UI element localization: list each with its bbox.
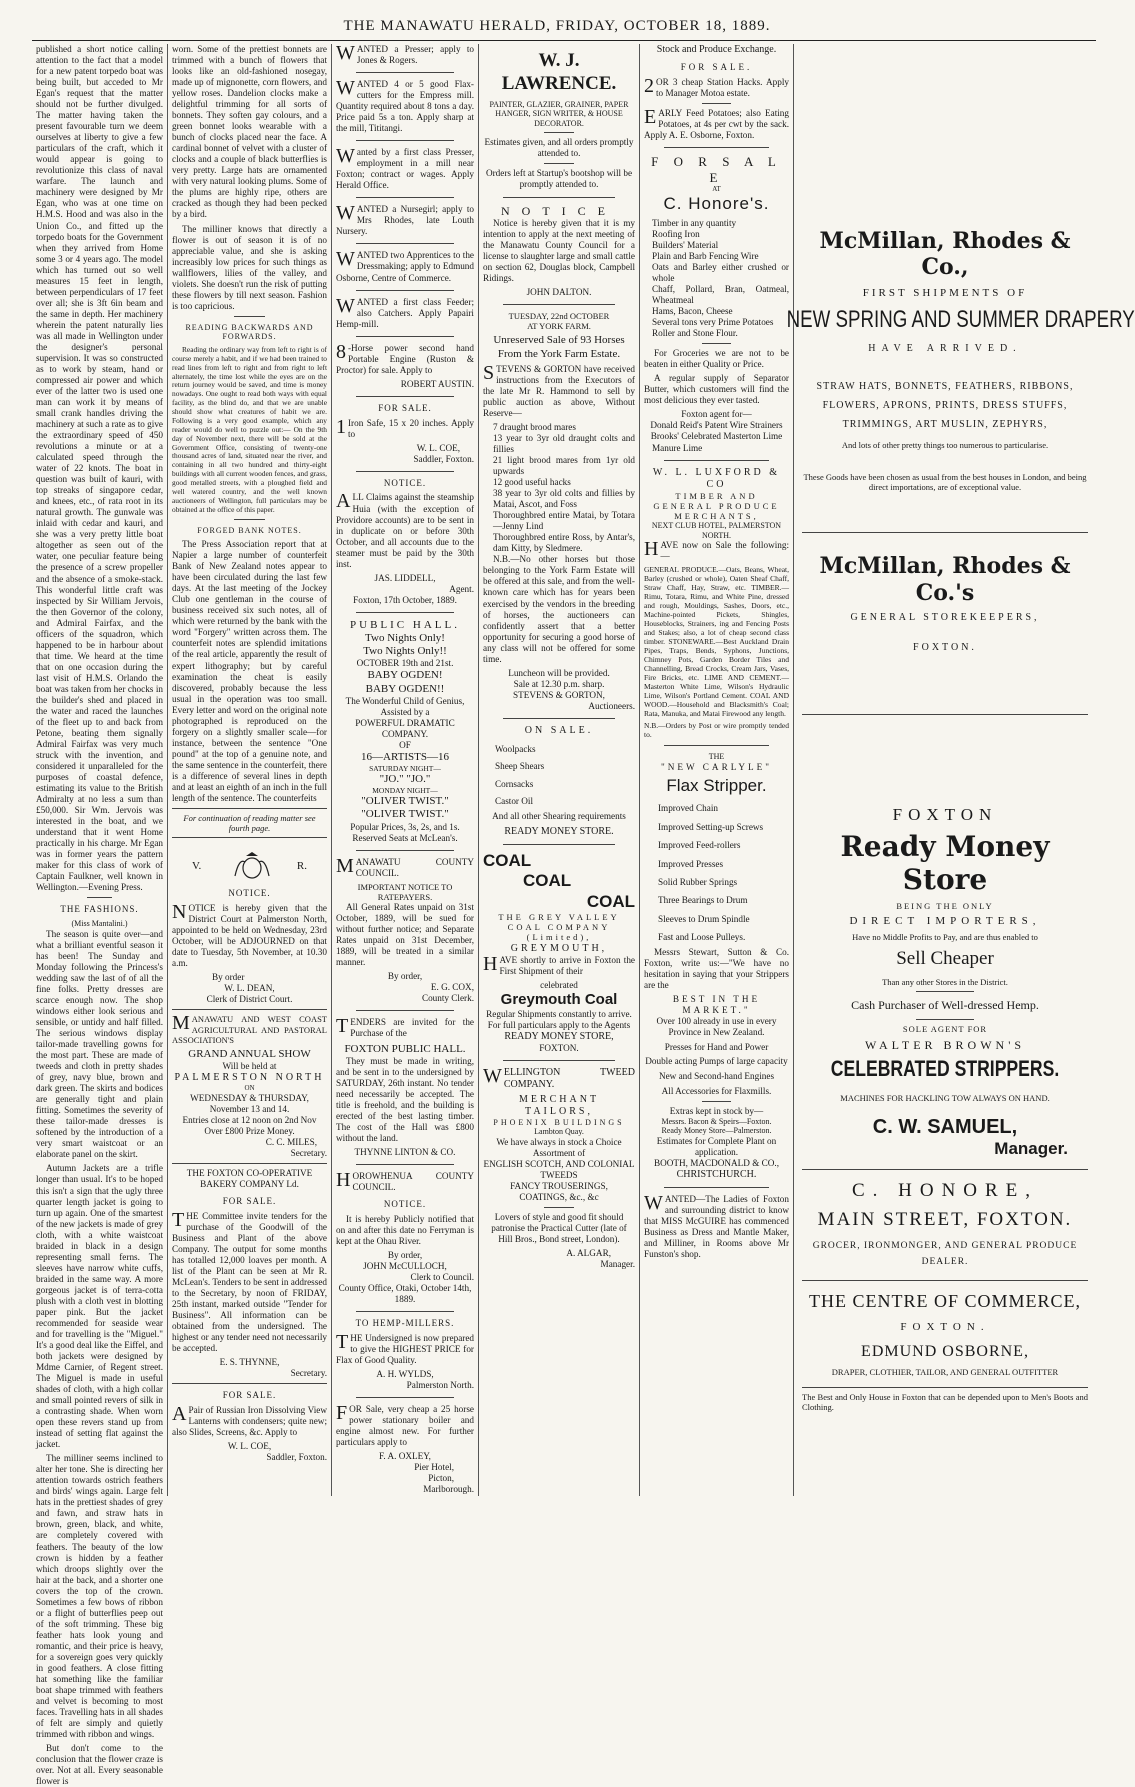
divider (234, 316, 265, 317)
divider (356, 850, 454, 851)
royal-crest-icon (227, 852, 277, 882)
flax-line: New and Second-hand Engines (658, 1071, 775, 1082)
honore-agent: Foxton agent for— (681, 409, 752, 420)
show-line: November 13 and 14. (209, 1103, 290, 1114)
sale-sign: W. L. COE, (227, 1440, 272, 1451)
luxford-body: GENERAL PRODUCE.—Oats, Beans, Wheat, Barley (crushed or whole), Oaten Sheaf Chaff, Straw Chaff, Hay, Straw, etc. TIMBER.—Rimu, Totara, Rimu, and White Pine, dressed and rough, Mouldings, Sashes, Doors, etc., Machine-pointed Pickets, Shingles, Houseblocks, Strainers, ing and Fencing Posts and Stakes; also, a lot of cheap second class timber. STONEWARE.—Best Auckland Drain Pipes, Traps, Bends, Syphons, Junctions, Chimney Pots, Garden Border Tiles and Channelling, Bread Crocks, Cream Jars, Vases, Fire Bricks, etc. LIME AND CEMENT.—Masterton White Lime, Wilson's Hydraulic Lime, Wilson's Portland Cement. COAL AND WOOD.—Household and Blacksmith's Coal; Rata, Manuka, and Matai Firewood any length. (644, 565, 789, 719)
rm-cash: Cash Purchaser of Well-dressed Hemp. (851, 998, 1039, 1013)
onsale-list (483, 741, 635, 811)
show-line: Over £800 Prize Money. (204, 1125, 295, 1136)
lawrence-orders: Orders left at Startup's bootshop will be promptly attended to. (485, 168, 633, 190)
divider (664, 1187, 769, 1188)
sale-place: Saddler, Foxton. (266, 1451, 327, 1462)
sale-auct: STEVENS & GORTON, (513, 689, 605, 700)
forsale-text: 1Iron Safe, 15 x 20 inches. Apply to (336, 415, 474, 439)
boiler-line: Picton, (428, 1473, 454, 1484)
sale-auct-role: Auctioneers. (588, 700, 635, 711)
sale-nb: N.B.—No other horses but those belonging to the York Farm Estate will be offered at this sale, and from the well-known care which has for years been exercised by the vendors in the breeding of horses, the auctioneers can confidently assert that a better opportunity for securing a good horse of any class will not be offered for some time. (483, 554, 635, 664)
honore-item: Roofing Iron (652, 228, 700, 239)
hall-line: OF (399, 739, 411, 750)
column-6 (786, 44, 1135, 1494)
horo-sign: JOHN McCULLOCH, (363, 1260, 447, 1271)
sale-date: TUESDAY, 22nd OCTOBER (508, 311, 610, 322)
sale-lot: 38 year to 3yr old colts and fillies by Matai, Ascot, and Foss (493, 488, 635, 510)
flax-item: Solid Rubber Springs (658, 877, 738, 887)
honore-name: C. Honore's. (663, 193, 770, 213)
divider (802, 1387, 1088, 1388)
flax-item: Improved Feed-rollers (658, 840, 741, 851)
notice-title: NOTICE (501, 203, 617, 218)
hall-line: "JO." "JO." (379, 773, 431, 786)
lawrence-sub: PAINTER, GLAZIER, GRAINER, PAPER HANGER, SIGN WRITER, & HOUSE DECORATOR. (489, 99, 629, 128)
spacer (802, 44, 1088, 224)
vr-right: R. (296, 860, 307, 873)
horo-by: By order, (387, 1249, 423, 1260)
divider (664, 745, 769, 746)
bakery-text: THE Committee invite tenders for the purchase of the Goodwill of the Business and Plant of the above Company. The output for some months has totalled 12,000 loaves per month. A list of the Plant can be seen at Mr R. McLean's. Tenders to be sent in addressed to the Secretary, by noon of FRIDAY, 25th instant, marked outside "Tender for Business". All information can be obtained from the undersigned. The highest or any tender need not necessarily be accepted. (172, 1208, 327, 1353)
onsale-item: Castor Oil (495, 796, 534, 807)
tender-hall: FOXTON PUBLIC HALL. (344, 1042, 466, 1055)
mcmillan2-sub: GENERAL STOREKEEPERS, (850, 612, 1040, 624)
masthead: THE MANAWATU HERALD, FRIDAY, OCTOBER 18, 1889. (343, 18, 771, 34)
reading-article: Reading the ordinary way from left to right is of course merely a habit, and if we had been trained to read lines from left to right and from right to left alternately, the time lost while the eyes are on the return journey would be saved, and time is money nowadays. One ought to read both ways with equal facility, as the blind do, and that we are unable should show what creatures of habit we are. Following is a very good example, which any reader would do well to puzzle out:— On the 9th day of November next, there will be sold at the Government Office, consisting of twenty-one thousand acres of land, situated near the river, and containing in all two hundred and thirty-eight buildings with all current wooden fences, and grass, good metalled streets, with a ploughed field and well watered country, and the well known auctioneers of Wellington, full particulars may be obtained at the office of this paper. (172, 344, 327, 514)
horo-title: NOTICE. (383, 1199, 427, 1210)
tweed-building: PHOENIX BUILDINGS (493, 1117, 625, 1127)
divider (356, 471, 454, 472)
coal-3: COAL (586, 891, 635, 911)
mcmillan-more: And lots of other pretty things too numerous to particularise. (841, 439, 1049, 450)
honore-forsale: F O R S A L E (651, 153, 782, 185)
luxford-sub: TIMBER AND GENERAL PRODUCE MERCHANTS, (653, 490, 780, 521)
show-line: WEDNESDAY & THURSDAY, (190, 1092, 309, 1103)
vr-sign: W. L. DEAN, (224, 983, 275, 994)
luxford-title: W. L. LUXFORD & CO (652, 466, 781, 490)
sale-time: Sale at 12.30 p.m. sharp. (513, 678, 605, 689)
boiler-line: Marlborough. (423, 1484, 474, 1495)
flax-item: Three Bearings to Drum (658, 895, 748, 906)
flax-item: Sleeves to Drum Spindle (658, 913, 750, 924)
forsale-title: FOR SALE. (378, 402, 432, 413)
honore-item: Hams, Bacon, Cheese (652, 306, 733, 317)
horo-date: County Office, Otaki, October 14th, 1889. (338, 1283, 472, 1305)
divider (802, 1280, 1088, 1281)
bakery-role: Secretary. (290, 1368, 327, 1379)
fashions-title: THE FASHIONS. (60, 904, 139, 915)
flax-over: Over 100 already in use in every Province in New Zealand. (656, 1015, 777, 1037)
honore-street: MAIN STREET, FOXTON. (817, 1208, 1073, 1230)
tweed-quay: Lambton Quay. (534, 1127, 584, 1137)
hall-line: Popular Prices, 3s, 2s, and 1s. (350, 821, 460, 832)
show-line: PALMERSTON NORTH (174, 1072, 325, 1084)
notice-title: NOTICE. (383, 477, 427, 488)
hall-line: OCTOBER 19th and 21st. (356, 658, 454, 669)
forged-title: FORGED BANK NOTES. (197, 525, 302, 535)
divider (172, 1009, 327, 1010)
show-line: Will be held at (222, 1061, 277, 1072)
rm-title: Ready Money Store (840, 829, 1050, 897)
sale-title: Unreserved Sale of 93 Horses From the York Farm Estate. (493, 334, 625, 360)
flax-item: Improved Chain (658, 803, 718, 814)
mcmillan-list: STRAW HATS, BONNETS, FEATHERS, RIBBONS, FLOWERS, APRONS, PRINTS, DRESS STUFFS, TRIMMINGS, ART MUSLIN, ZEPHYRS, (816, 380, 1074, 430)
show-role: Secretary. (290, 1147, 327, 1158)
divider (702, 103, 731, 104)
honore-items (644, 218, 789, 339)
divider (503, 304, 615, 305)
mcmillan2-place: FOXTON. (913, 642, 977, 654)
fashions-paragraph: The season is quite over—and what a brilliant eventful season it has been! The Sunday and Monday following the Princess's wedding saw the last of of all the fine folks. Pretty dresses are scarce enough now. The shop windows either look serious and sensible, or untidy and half filled. The serious windows display tailor-made travelling gowns for the most part. These are made of tweeds and cloth in pretty shades of grey, navy blue, brown and dark green. The skirts and bodices are generally tight and plain fitting. Sometimes the severity of these tailor-made dresses is softened by the introduction of a very smart waistcoat or an elaborate panel on the skirt. (36, 928, 163, 1160)
hall-line: "OLIVER TWIST." (361, 795, 449, 808)
honore-item: Roller and Stone Flour. (652, 328, 738, 339)
notice-text: Notice is hereby given that it is my intention to apply at the next meeting of the Manawatu County Council for a license to slaughter large and small cattle on section 62, Douglas block, Campbell Ridings. (483, 217, 635, 284)
fashions-paragraph: Autumn Jackets are a trifle longer than usual. It's to be hoped this isn't a sign that the ugly three quarter length jacket is going to turn up again. One of the smartest of the new jackets is made of grey cloth, with a white waistcoat braided in black in a design representing small ferns. The sleeves have narrow white cuffs, braided in the same way. A more gorgeous jacket is of terra-cotta plush with a cloth vest in blotting paper pink. But the jacket recommended for seaside wear and for travelling is the "Miguel." It's a good deal like the Eiffel, and both jackets were designed by Mdme Carnier, of Regent street. The Miguel is made in useful shades of cloth, with a high collar and small pointed revers of silk in a contrasting shade. When worn open these revers stand up from instead of setting flat against the jacket. (36, 1163, 163, 1450)
horo-head: HOROWHENUA COUNTY COUNCIL. (336, 1168, 474, 1192)
tweed-text: We have always in stock a Choice Assortment of (496, 1136, 622, 1158)
coal-company: THE GREY VALLEY COAL COMPANY (Limited), (498, 911, 620, 943)
tender-text: They must be made in writing, and be sent in to the undersigned by SATURDAY, 26th instant. No tender need necessarily be accepted. The title is freehold, and the building is erected of the best lasting timber. The cost of the Hall was £800 without the land. (336, 1055, 474, 1143)
reading-title: READING BACKWARDS AND FORWARDS. (185, 322, 314, 342)
mcmillan2-title: McMillan, Rhodes & Co.'s (819, 553, 1071, 606)
divider (503, 1060, 615, 1061)
torpedo-article: published a short notice calling attention to the fact that a model for a new patent torpedo boat was being built, but acceded to Mr Egan's request that the matter should not be further divulged. The matter having taken the present favourable turn we deem ourselves at liberty to give a few particulars of the craft, which it would appear is going to revolutionize this class of naval warfare. The launch and machinery were designed by Mr Egan, who was at one time on H.M.S. Hood and was also in the Union Co., and fitted up the torpedo boats for the Government when they arrived from Home some 3 or 4 years ago. The model which has turned out so well measures 15 feet in length, between perpendiculars of 17 feet over all; she is 3ft 6in beam and the same in depth. Her machinery wherein the patent naturally lies was all made in Wellington under the designer's personal supervision. It was so constructed as to work by steam, hand or compressed air power and which ever of the latter two is used one man can work it by means of small crank handles driving the machinery at such a rate as to give the extraordinary speed of 450 revolutions a minute or at a calculated speed through the water of 22 knots. The boat in question was built of kauri, with top streaks of singapore cedar, and knees, etc., of rata root in its natural growth. The gunwale was inlaid with cedar and kauri, and she was a very pretty little boat altogether as seen out of the water, one peculiar feature being the presence of a screw propeller and the absence of a smoke-stack. This wonderful little craft was inspected by Sir William Jervois, the then Governor of the colony, and Admiral Fairfax, and the officers of the squadron, which happened to be in harbour about that time. We heard at the time that on one occasion during the last visit of H.M.S. Orlando the boat was taken from her chocks in the builder's shed and placed in the water and raced the launches of the fleet up to and back from Petone, beating them signally Admiral Fairfax was very much struck with the invention, and considered it unparalleled for the purposes of coastal defence, estimating its value to the British Admiralty at no less a sum than £50,000. Sir Wm. Jervois was interested in the boat, and we understand that it went Home practically in his charge. Mr Egan was in former years the pattern maker for this class of work of Captain Faulkner, well known in Wellington.—Evening Press. (36, 44, 163, 893)
flax-quote: Messrs Stewart, Sutton & Co. Foxton, write us:—"We have no hesitation in saying that your Strippers are the (644, 946, 789, 990)
divider (664, 460, 769, 461)
hall-line: The Wonderful Child of Genius, (345, 695, 465, 706)
divider (802, 1169, 1088, 1170)
flax-city: CHRISTCHURCH. (676, 1169, 757, 1181)
hall-line: Assisted by a (380, 706, 430, 717)
forsale-place: Saddler, Foxton. (413, 453, 474, 464)
flax-extra: Ready Money Store—Palmerston. (661, 1126, 772, 1136)
rm-foxton: FOXTON (892, 805, 998, 825)
honore-item: Chaff, Pollard, Bran, Oatmeal, Wheatmeal (652, 284, 789, 306)
divider (356, 1397, 454, 1398)
notice-sign: JAS. LIDDELL, (374, 572, 436, 583)
divider (702, 343, 731, 344)
sale-text: STEVENS & GORTON have received instructions from the Executors of the late Mr R. Hammond to sell by public auction as above, Without Reserve— (483, 361, 635, 418)
honore-item: Timber in any quantity (652, 217, 737, 228)
wanted-ad: WANTED 4 or 5 good Flax-cutters for the Empress mill. Quantity required about 8 tons a day. Price paid 5s a ton. Apply sharp at the mill, Tititangi. (336, 77, 474, 134)
sale-lot: 13 year to 3yr old draught colts and fillies (493, 433, 635, 455)
fashions-paragraph: But don't come to the conclusion that the flower craze is over. Not at all. Every seasonable flower is (36, 1743, 163, 1787)
divider (356, 612, 454, 613)
divider (356, 1311, 454, 1312)
notice-date: Foxton, 17th October, 1889. (353, 594, 457, 605)
hall-line: 16—ARTISTS—16 (361, 750, 449, 763)
sale-lot: 21 light brood mares from 1yr old upwards (493, 455, 635, 477)
tender-title: TENDERS are invited for the Purchase of the (336, 1015, 474, 1039)
coal-1: COAL (483, 850, 532, 870)
forsale-sign: W. L. COE, (416, 442, 460, 453)
mcmillan-note: These Goods have been chosen as usual from the best houses in London, and being direct importations, are of exceptional value. (803, 471, 1087, 493)
lovers-text: Lovers of style and good fit should patronise the Practical Cutter (late of Hill Bros., Bond street, London). (491, 1212, 627, 1245)
rm-direct: DIRECT IMPORTERS, (849, 914, 1041, 927)
hall-title: PUBLIC HALL. (350, 618, 460, 631)
divider (544, 1207, 574, 1208)
coal-place: GREYMOUTH, (510, 942, 608, 954)
notice-text: ALL Claims against the steamship Huia (with the exception of Providore accounts) are to be sent in in duplicate on or before 30th October, and all accounts due to the steamer must be paid by the 30th inst. (336, 490, 474, 569)
wanted-ad: WANTED a first class Feeder; also Catchers. Apply Papairi Hemp-mill. (336, 294, 474, 329)
vr-by: By order (212, 972, 245, 983)
masthead-rule (32, 40, 1096, 41)
horo-role: Clerk to Council. (410, 1271, 474, 1282)
flax-item: Fast and Loose Pulleys. (658, 932, 746, 943)
hemp-place: Palmerston North. (406, 1380, 474, 1390)
tweed-line: ENGLISH SCOTCH, AND COLONIAL TWEEDS (483, 1158, 635, 1180)
rm-being: BEING THE ONLY (896, 900, 994, 911)
mcmillan-have: HAVE ARRIVED. (868, 342, 1022, 354)
column-3 (332, 44, 478, 1494)
bakery-sign: E. S. THYNNE, (219, 1356, 280, 1367)
council-head: MANAWATU COUNTY COUNCIL. (336, 854, 474, 878)
divider (234, 519, 265, 520)
honore-item: Plain and Barb Fencing Wire (652, 251, 759, 262)
wanted-ad: WANTED two Apprentices to the Dressmaking; apply to Edmund Osborne, Centre of Commerce. (336, 248, 474, 283)
sale-lunch: Luncheon will be provided. (508, 667, 610, 678)
luxford-addr: NEXT CLUB HOTEL, PALMERSTON NORTH. (651, 521, 782, 540)
onsale-item: Woolpacks (495, 743, 536, 754)
flax-extras: Extras kept in stock by— (669, 1105, 764, 1116)
sale-lot: Thoroughbred entire Ross, by Antar's, dam Kitty, by Sledmere. (493, 532, 635, 554)
divider (87, 897, 112, 898)
hall-line: MONDAY NIGHT— (372, 786, 438, 796)
centre-title: THE CENTRE OF COMMERCE, (808, 1291, 1081, 1312)
flax-items (644, 799, 789, 946)
bakery-title: FOR SALE. (222, 1195, 277, 1206)
hemp-title: TO HEMP-MILLERS. (355, 1318, 455, 1329)
flax-co: BOOTH, MACDONALD & CO., (653, 1158, 780, 1169)
wanted-ad: Wanted by a first class Presser, employment in a mill near Foxton; contract or wages. Apply Herald Office. (336, 145, 474, 191)
tweed-head: WELLINGTON TWEED COMPANY. (483, 1064, 635, 1090)
stock-forsale: FOR SALE. (680, 62, 753, 72)
stock-ad: EARLY Feed Potatoes; also Eating Potatoes, at 4s per cwt by the sack. Apply A. E. Osborne, Foxton. (644, 105, 789, 140)
wanted-ad: WANTED a Presser; apply to Jones & Rogers. (336, 42, 474, 66)
sale-lot: 7 draught brood mares (493, 422, 576, 433)
honore-item: Oats and Barley either crushed or whole (652, 262, 789, 284)
divider (356, 1010, 454, 1011)
hall-line: POWERFUL DRAMATIC COMPANY. (355, 717, 455, 739)
flax-line: Presses for Hand and Power (664, 1041, 769, 1052)
divider (356, 197, 454, 198)
osborne-title: EDMUND OSBORNE, (861, 1342, 1029, 1360)
flax-item: Improved Presses (658, 858, 724, 869)
sale-title: FOR SALE. (222, 1390, 277, 1401)
mcmillan-title: McMillan, Rhodes & Co., (819, 228, 1071, 281)
rm-machines: MACHINES FOR HACKLING TOW ALWAYS ON HAND. (840, 1092, 1050, 1103)
divider (172, 1163, 327, 1164)
hall-line: Two Nights Only!! (363, 645, 447, 658)
divider (802, 714, 1088, 715)
column-5 (640, 44, 793, 1494)
flax-extra: Messrs. Bacon & Speirs—Foxton. (661, 1116, 772, 1126)
divider (172, 837, 327, 838)
hemp-text: THE Undersigned is now prepared to give the HIGHEST PRICE for Flax of Good Quality. (336, 1330, 474, 1365)
show-title: GRAND ANNUAL SHOW (188, 1047, 311, 1060)
rm-manager: Manager. (994, 1138, 1068, 1158)
fashions-paragraph: The milliner seems inclined to alter her tone. She is directing her attention towards ostrich feathers and birds' wings again. Large felt hats in the prettiest shades of grey and fawn, and straw hats in brown, green, black, and white, are completely covered with feathers. The beauty of the low crown is hidden by a feather which droops slightly over the hair at the back, and a shorter one covers the top of the crown. Sometimes a few bows of ribbon or a flight of butterflies peep out of the soft trimming. These big feather hats look young and romantic, and their price is heavy, for a sovereign goes very quickly in good feathers. A close fitting hat something like the familiar boat shape trimmed with feathers and velvet is becoming to most faces. Travelling hats in all shades of felt are simply and quietly trimmed with ribbon and wings. (36, 1453, 163, 1740)
onsale-more: And all other Shearing requirements (492, 810, 626, 821)
coal-celeb: celebrated (540, 979, 578, 990)
coal-store: READY MONEY STORE, (504, 1030, 614, 1042)
onsale-title: ON SALE. (524, 724, 594, 736)
fashions-author: (Miss Mantalini.) (71, 919, 128, 929)
honore-agent-item: Donald Reid's Patent Wire Strainers (650, 420, 783, 431)
divider (356, 396, 454, 397)
rm-other: Than any other Stores in the District. (882, 977, 1008, 988)
divider (356, 1164, 454, 1165)
rm-sole: SOLE AGENT FOR (902, 1023, 988, 1034)
divider (916, 1019, 973, 1020)
stock-ad: 2OR 3 cheap Station Hacks. Apply to Manager Motoa estate. (644, 74, 789, 98)
hall-line: "OLIVER TWIST." (361, 808, 449, 821)
council-by: By order, (387, 971, 423, 982)
honore-agent-item: Brooks' Celebrated Masterton Lime (650, 431, 783, 442)
rm-strippers: CELEBRATED STRIPPERS. (830, 1056, 1060, 1082)
fashions-continued: The milliner knows that directly a flower is out of season it is of no appreciable value, and she is asking increasibly low prices for such things as wallflowers, lilies of the valley, and violets. She doesn't run the risk of putting these flowers by till next season. Fashion is too capricious. (172, 223, 327, 311)
honore-title: C. HONORE, (851, 1180, 1039, 1202)
divider (802, 532, 1088, 533)
divider (356, 243, 454, 244)
coal-2: COAL (523, 871, 572, 891)
show-head: MANAWATU AND WEST COAST AGRICULTURAL AND PASTORAL ASSOCIATION'S (172, 1012, 327, 1045)
tender-sign: THYNNE LINTON & CO. (354, 1146, 456, 1157)
divider (356, 72, 454, 73)
osborne-trade: DRAPER, CLOTHIER, TAILOR, AND GENERAL OUTFITTER (831, 1367, 1059, 1378)
lawrence-title: W. J. LAWRENCE. (501, 50, 617, 94)
honore-butter: A regular supply of Separator Butter, which customers will find the most delicious they ever tasted. (644, 373, 789, 406)
sale-place: AT YORK FARM. (527, 321, 591, 332)
flax-line: Double acting Pumps of large capacity (645, 1056, 788, 1067)
column-2 (168, 44, 331, 1494)
flax-name: "NEW CARLYLE" (661, 761, 772, 772)
hall-line: BABY OGDEN! (367, 669, 443, 682)
notice-sign: JOHN DALTON. (526, 287, 592, 298)
engine-sign: ROBERT AUSTIN. (400, 378, 474, 389)
onsale-item: Sheep Shears (495, 761, 545, 772)
tweed-line: COATINGS, &c., &c (519, 1192, 599, 1203)
stock-head: Stock and Produce Exchange. (656, 44, 777, 55)
honore-item: Several tons very Prime Potatoes (652, 317, 774, 328)
divider (503, 197, 615, 198)
hall-line: Two Nights Only! (365, 631, 445, 644)
flax-best: BEST IN THE MARKET." (672, 993, 761, 1015)
sale-lots (483, 422, 635, 554)
divider (503, 844, 615, 845)
divider (544, 163, 574, 164)
lovers-role: Manager. (600, 1259, 635, 1270)
honore-agent-item: Manure Lime (652, 442, 703, 453)
divider (356, 336, 454, 337)
continuation-note: For continuation of reading matter see fourth page. (183, 812, 316, 834)
honore-grocer: For Groceries we are not to be beaten in either Quality or Price. (644, 348, 789, 370)
boiler-line: Pier Hotel, (414, 1462, 454, 1473)
divider (356, 140, 454, 141)
rm-samuel: C. W. SAMUEL, (872, 1115, 1018, 1138)
divider (172, 808, 327, 809)
rm-sell: Sell Cheaper (896, 948, 994, 970)
coal-text: HAVE shortly to arrive in Foxton the First Shipment of their (483, 952, 635, 976)
flax-the: THE (708, 752, 725, 762)
hall-line: BABY OGDEN!! (365, 682, 445, 695)
osborne-note: The Best and Only House in Foxton that can be depended upon to Men's Boots and Clothing. (802, 1392, 1088, 1413)
divider (172, 1383, 327, 1384)
forged-article: The Press Association report that at Napier a large number of counterfeit Bank of New Zealand notes appear to have been circulated during the last few days. At the last meeting of the Jockey Club one gentleman in the course of business received six such notes, all of which were returned by the bank with the word "Forgery" written across them. The counterfeit notes are splendid imitations of the real article, apparently the result of expert lithography; but by careful examination the cheat is easily discovered, probably because the less usual in the operation was too small. Every letter and word on the original note photographed is reproduced on the forgery on a slightly smaller scale—for instance, between the sentence "One pound" at the top of a genuine note, and the same sentence in the counterfeit, there is a difference of several lines in depth and at least an eighth of an inch in the full length of the sentence. The counterfeits (172, 539, 327, 803)
column-4 (479, 44, 639, 1494)
divider (356, 290, 454, 291)
vr-left: V. (192, 860, 202, 873)
divider (664, 147, 769, 148)
mcmillan-new: NEW SPRING AND SUMMER DRAPERY (786, 305, 1135, 333)
vr-role: Clerk of District Court. (206, 994, 293, 1005)
sale-text: APair of Russian Iron Dissolving View Lanterns with condensers; quite new; also Slides, Screens, &c. Apply to (172, 1402, 327, 1437)
fashions-continued: worn. Some of the prettiest bonnets are trimmed with a bunch of flowers that looks like an old-fashioned nosegay, made up of mignonette, corn flowers, and yellow roses. Dandelion clocks make a delightful trimming for all sorts of bonnets. They soften gay colours, and a green bonnet looks wearable with a bunch of clocks placed near the face. A cardinal bonnet of velvet with a cluster of clocks and a couple of black butterflies is very pretty. Large hats are ornamented with very natural looking plums. Some of the plums are highly ripe, others are cracked as though they had been pecked by a bird. (172, 44, 327, 220)
flax-est: Estimates for Complete Plant on application. (656, 1135, 777, 1157)
vr-header (172, 842, 327, 882)
bakery-head: THE FOXTON CO-OPERATIVE BAKERY COMPANY Ld. (186, 1167, 313, 1189)
column-1 (32, 44, 167, 1787)
centre-place: FOXTON. (900, 1320, 990, 1333)
council-sign: E. G. COX, (430, 982, 474, 993)
hall-line: Reserved Seats at McLean's. (352, 832, 458, 843)
divider (916, 991, 973, 992)
notice-role: Agent. (449, 583, 474, 594)
coal-name: Greymouth Coal (500, 990, 618, 1008)
onsale-item: Cornsacks (495, 778, 534, 789)
show-line: Entries close at 12 noon on 2nd Nov (182, 1114, 317, 1125)
council-title: IMPORTANT NOTICE TO RATEPAYERS. (357, 881, 453, 902)
sale-lot: 12 good useful hacks (493, 477, 571, 488)
wanted-ad: WANTED a Nursegirl; apply to Mrs Rhodes, late Louth Nursery. (336, 202, 474, 237)
council-role: County Clerk. (421, 993, 474, 1004)
council-text: All General Rates unpaid on 31st October, 1889, will be sued for without further notice; and Separate Rates unpaid on 31st December, 1889, will be treated in a similar manner. (336, 902, 474, 968)
vr-notice-title: NOTICE. (228, 888, 271, 899)
boiler-sign: F. A. OXLEY, (379, 1451, 431, 1462)
flax-item: Improved Setting-up Screws (658, 821, 764, 832)
tweed-sub: MERCHANT TAILORS, (518, 1093, 600, 1117)
divider (702, 1101, 731, 1102)
luxford-intro: HAVE now on Sale the following:— (644, 538, 789, 562)
honore-trade: GROCER, IRONMONGER, AND GENERAL PRODUCE DEALER. (812, 1240, 1078, 1267)
lawrence-est: Estimates given, and all orders promptly attended to. (484, 137, 634, 159)
honore-at: AT (712, 185, 721, 194)
tweed-line: FANCY TROUSERINGS, (510, 1181, 608, 1192)
coal-apply: For full particulars apply to the Agents (487, 1019, 631, 1030)
hall-line: SATURDAY NIGHT— (369, 764, 441, 774)
luxford-nb: N.B.—Orders by Post or wire promptly tended to. (644, 721, 789, 740)
boiler-text: FOR Sale, very cheap a 25 horse power stationary boiler and engine almost new. For further particulars apply to (336, 1402, 474, 1448)
rm-noprofit: Have no Middle Profits to Pay, and are thus enabled to (852, 932, 1038, 943)
rm-walter: WALTER BROWN'S (864, 1037, 1026, 1052)
coal-regular: Regular Shipments constantly to arrive. (486, 1008, 632, 1019)
coal-foxton: FOXTON. (539, 1042, 579, 1053)
honore-item: Builders' Material (652, 239, 719, 250)
flax-line: All Accessories for Flaxmills. (661, 1085, 772, 1096)
onsale-store: READY MONEY STORE. (504, 825, 614, 837)
engine-ad: 8-Horse power second hand Portable Engine (Ruston & Proctor) for sale. Apply to (336, 340, 474, 375)
vr-notice-text: NOTICE is hereby given that the District Court at Palmerston North, appointed to be held on Wednesday, 23rd October, will be ADJOURNED on that date to Tuesday, 5th November, at 10.30 a.m. (172, 901, 327, 969)
wanted-ladies: WANTED—The Ladies of Foxton and surrounding district to know that MISS McGUIRE has commenced Business as Dress and Mantle Maker, and Milliner, in Rooms above Mr Funston's shop. (644, 1192, 789, 1260)
flax-title: Flax Stripper. (666, 775, 767, 795)
sale-lot: Thoroughbred entire Matai, by Totara—Jenny Lind (493, 510, 635, 532)
hemp-sign: A. H. WYLDS, (376, 1368, 434, 1379)
show-line: ON (244, 1084, 255, 1093)
horo-text: It is hereby Publicly notified that on and after this date no Ferryman is kept at the Ohau River. (336, 1213, 474, 1246)
mcmillan-first: FIRST SHIPMENTS OF (862, 286, 1028, 299)
divider (544, 132, 574, 133)
divider (503, 718, 615, 719)
lovers-sign: A. ALGAR, (566, 1248, 611, 1259)
show-sign: C. C. MILES, (265, 1136, 317, 1147)
